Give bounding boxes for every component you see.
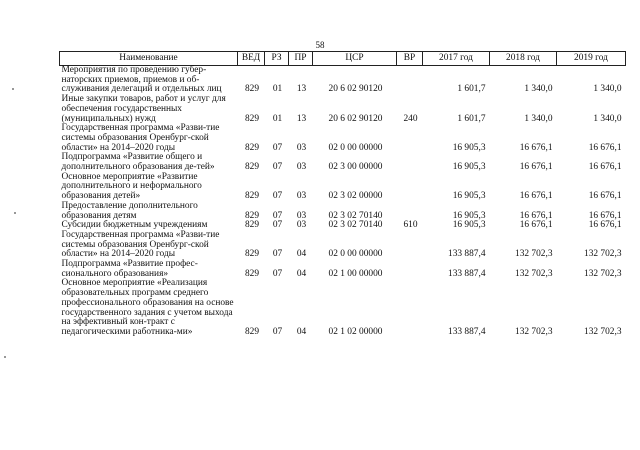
- row-name: Иные закупки товаров, работ и услуг для обеспечения государственных (муниципальных) нужд: [61, 94, 226, 124]
- scan-speck: [14, 212, 16, 214]
- row-pr: 03: [296, 142, 307, 153]
- row-csr: 02 3 02 70140: [328, 220, 383, 231]
- row-vr: [397, 202, 423, 221]
- header-csr: ЦСР: [313, 52, 397, 66]
- header-2017: 2017 год: [423, 52, 490, 66]
- table-row: [60, 153, 626, 172]
- row-name: Государственная программа «Разви-тие системы образования Оренбург-ской области» на 2014–2020 годы: [61, 229, 220, 260]
- page-number: 58: [315, 40, 325, 50]
- row-vr: [397, 260, 423, 279]
- row-pr: 03: [296, 162, 307, 173]
- row-ved: 829: [244, 191, 260, 202]
- row-name: Подпрограмма «Развитие профес-сионального образования»: [61, 259, 198, 279]
- table-header-row: [60, 52, 626, 66]
- row-pr: 13: [296, 84, 307, 95]
- row-2017: 133 887,4: [448, 249, 486, 260]
- row-vr: [397, 231, 423, 260]
- row-2017: 16 905,3: [452, 220, 486, 231]
- row-ved: 829: [244, 84, 260, 95]
- row-pr: 04: [296, 249, 307, 260]
- row-2017: 133 887,4: [448, 268, 486, 279]
- row-pr: 03: [296, 191, 307, 202]
- table-row: [60, 231, 626, 260]
- row-2018: 132 702,3: [515, 268, 553, 279]
- row-pr: 04: [296, 268, 307, 279]
- row-2019: 132 702,3: [584, 326, 622, 337]
- row-csr: 02 3 02 70140: [328, 210, 383, 221]
- row-vr: 240: [403, 113, 418, 124]
- row-2019: 16 676,1: [588, 220, 622, 231]
- row-pr: 04: [296, 326, 307, 337]
- row-rz: 07: [272, 162, 283, 173]
- row-2019: 132 702,3: [584, 249, 622, 260]
- row-ved: 829: [244, 268, 260, 279]
- row-name: Предоставление дополнительного образования детям: [61, 200, 198, 221]
- row-name: Мероприятия по проведению губер-наторских приемов, приемов и об-служивания делегаций и отдельных лиц: [61, 65, 222, 95]
- row-ved: 829: [244, 220, 260, 231]
- row-2017: 1 601,7: [457, 84, 486, 95]
- row-csr: 02 3 02 00000: [328, 191, 383, 202]
- row-2017: 133 887,4: [448, 326, 486, 337]
- row-pr: 03: [296, 210, 307, 221]
- row-csr: 02 3 00 00000: [328, 162, 383, 173]
- table-row: [60, 66, 626, 96]
- header-2019: 2019 год: [557, 52, 626, 66]
- row-csr: 20 6 02 90120: [328, 84, 383, 95]
- header-name: Наименование: [60, 52, 238, 66]
- row-name: Основное мероприятие «Развитие дополнительного и неформального образования детей»: [61, 171, 202, 202]
- row-2018: 16 676,1: [519, 220, 553, 231]
- row-vr: [397, 173, 423, 202]
- table-row: [60, 279, 626, 337]
- table-row: [60, 124, 626, 153]
- row-csr: 20 6 02 90120: [328, 113, 383, 124]
- header-ved: ВЕД: [238, 52, 265, 66]
- row-rz: 07: [272, 268, 283, 279]
- row-csr: 02 0 00 00000: [328, 249, 383, 260]
- header-rz: РЗ: [265, 52, 289, 66]
- row-2017: 16 905,3: [452, 162, 486, 173]
- row-name: Основное мероприятие «Реализация образовательных программ среднего профессионального образования на основе государственного задания с учетом выхода на эффективный кон-тракт с педагогическими работника-ми»: [61, 278, 234, 337]
- row-ved: 829: [244, 326, 260, 337]
- row-rz: 07: [272, 142, 283, 153]
- scan-speck: [4, 356, 6, 358]
- row-ved: 829: [244, 249, 260, 260]
- row-name: Государственная программа «Разви-тие системы образования Оренбург-ской области» на 2014–2020 годы: [61, 123, 220, 153]
- row-vr: 610: [403, 220, 418, 231]
- row-csr: 02 1 02 00000: [328, 326, 383, 337]
- row-ved: 829: [244, 142, 260, 153]
- row-ved: 829: [244, 113, 260, 124]
- row-ved: 829: [244, 162, 260, 173]
- row-2019: 16 676,1: [588, 142, 622, 153]
- table-row: [60, 260, 626, 279]
- budget-table: [59, 51, 626, 338]
- header-2018: 2018 год: [490, 52, 557, 66]
- header-pr: ПР: [289, 52, 313, 66]
- row-pr: 03: [296, 220, 307, 231]
- row-rz: 07: [272, 210, 283, 221]
- row-2019: 132 702,3: [584, 268, 622, 279]
- row-2018: 16 676,1: [519, 210, 553, 221]
- row-vr: [397, 124, 423, 153]
- row-2019: 16 676,1: [588, 162, 622, 173]
- row-rz: 01: [272, 84, 283, 95]
- row-vr: [397, 279, 423, 337]
- row-2018: 1 340,0: [524, 113, 553, 124]
- table-row: [60, 95, 626, 124]
- row-2019: 1 340,0: [593, 84, 622, 95]
- row-2017: 1 601,7: [457, 113, 486, 124]
- row-rz: 07: [272, 220, 283, 231]
- row-2017: 16 905,3: [452, 191, 486, 202]
- row-pr: 13: [296, 113, 307, 124]
- row-vr: [397, 66, 423, 96]
- row-rz: 01: [272, 113, 283, 124]
- table-row: [60, 202, 626, 221]
- row-rz: 07: [272, 249, 283, 260]
- row-csr: 02 0 00 00000: [328, 142, 383, 153]
- table-row: [60, 173, 626, 202]
- row-rz: 07: [272, 191, 283, 202]
- header-vr: ВР: [397, 52, 423, 66]
- row-2018: 16 676,1: [519, 142, 553, 153]
- scan-speck: [12, 88, 14, 90]
- row-2019: 16 676,1: [588, 210, 622, 221]
- row-2017: 16 905,3: [452, 210, 486, 221]
- row-2018: 16 676,1: [519, 162, 553, 173]
- row-2018: 132 702,3: [515, 326, 553, 337]
- row-name: Подпрограмма «Развитие общего и дополнительного образования де-тей»: [61, 152, 215, 173]
- row-2017: 16 905,3: [452, 142, 486, 153]
- row-2018: 132 702,3: [515, 249, 553, 260]
- row-vr: [397, 153, 423, 172]
- row-ved: 829: [244, 210, 260, 221]
- row-rz: 07: [272, 326, 283, 337]
- row-name: Субсидии бюджетным учреждениям: [61, 220, 208, 231]
- row-2019: 16 676,1: [588, 191, 622, 202]
- row-csr: 02 1 00 00000: [328, 268, 383, 279]
- row-2018: 16 676,1: [519, 191, 553, 202]
- row-2019: 1 340,0: [593, 113, 622, 124]
- row-2018: 1 340,0: [524, 84, 553, 95]
